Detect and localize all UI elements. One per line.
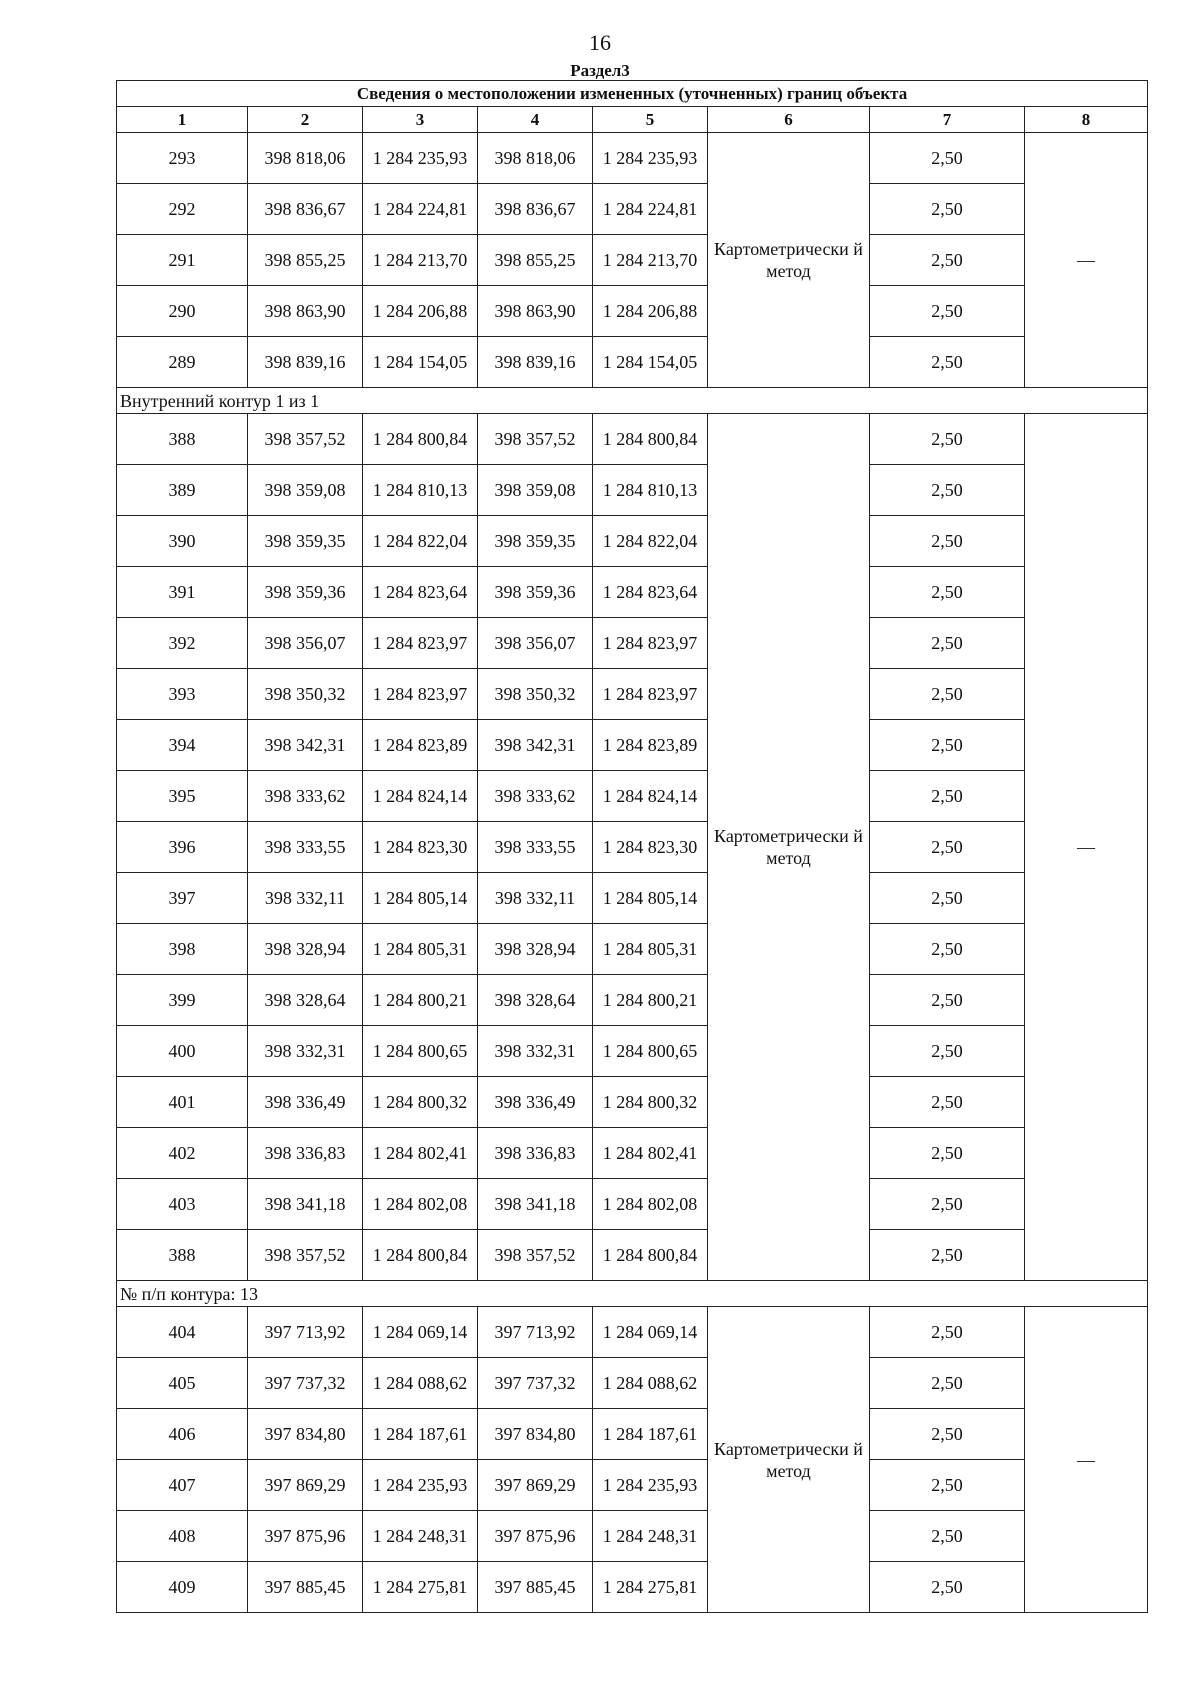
column-header: 4 — [478, 107, 593, 133]
point-number-cell: 400 — [117, 1026, 248, 1077]
x-new-cell: 397 834,80 — [478, 1409, 593, 1460]
x-new-cell: 397 869,29 — [478, 1460, 593, 1511]
y-old-cell: 1 284 088,62 — [363, 1358, 478, 1409]
y-new-cell: 1 284 823,64 — [593, 567, 708, 618]
y-new-cell: 1 284 213,70 — [593, 235, 708, 286]
y-old-cell: 1 284 823,64 — [363, 567, 478, 618]
y-old-cell: 1 284 822,04 — [363, 516, 478, 567]
y-new-cell: 1 284 802,41 — [593, 1128, 708, 1179]
y-new-cell: 1 284 823,30 — [593, 822, 708, 873]
precision-cell: 2,50 — [870, 1026, 1025, 1077]
precision-cell: 2,50 — [870, 465, 1025, 516]
point-number-cell: 290 — [117, 286, 248, 337]
table-row — [117, 1562, 1148, 1613]
x-old-cell: 397 869,29 — [248, 1460, 363, 1511]
point-number-cell: 388 — [117, 1230, 248, 1281]
table-row — [117, 337, 1148, 388]
point-number-cell: 389 — [117, 465, 248, 516]
contour-label-row — [117, 1281, 1148, 1307]
precision-cell: 2,50 — [870, 618, 1025, 669]
precision-cell: 2,50 — [870, 1230, 1025, 1281]
x-new-cell: 398 818,06 — [478, 133, 593, 184]
precision-cell: 2,50 — [870, 1358, 1025, 1409]
x-new-cell: 398 336,49 — [478, 1077, 593, 1128]
y-old-cell: 1 284 810,13 — [363, 465, 478, 516]
point-number-cell: 291 — [117, 235, 248, 286]
point-number-cell: 391 — [117, 567, 248, 618]
table-row — [117, 873, 1148, 924]
header-row — [117, 107, 1148, 133]
y-new-cell: 1 284 805,14 — [593, 873, 708, 924]
x-new-cell: 397 737,32 — [478, 1358, 593, 1409]
table-row — [117, 771, 1148, 822]
x-new-cell: 398 357,52 — [478, 1230, 593, 1281]
x-new-cell: 398 333,62 — [478, 771, 593, 822]
table-row — [117, 720, 1148, 771]
precision-cell: 2,50 — [870, 286, 1025, 337]
y-old-cell: 1 284 275,81 — [363, 1562, 478, 1613]
precision-cell: 2,50 — [870, 1409, 1025, 1460]
table-row — [117, 133, 1148, 184]
y-old-cell: 1 284 213,70 — [363, 235, 478, 286]
note-cell: — — [1025, 133, 1148, 388]
table-row — [117, 1077, 1148, 1128]
point-number-cell: 293 — [117, 133, 248, 184]
y-old-cell: 1 284 800,84 — [363, 414, 478, 465]
y-old-cell: 1 284 800,32 — [363, 1077, 478, 1128]
y-new-cell: 1 284 800,84 — [593, 1230, 708, 1281]
y-new-cell: 1 284 088,62 — [593, 1358, 708, 1409]
table-row — [117, 516, 1148, 567]
x-old-cell: 398 863,90 — [248, 286, 363, 337]
contour-label: Внутренний контур 1 из 1 — [117, 388, 1148, 414]
x-new-cell: 398 357,52 — [478, 414, 593, 465]
y-new-cell: 1 284 248,31 — [593, 1511, 708, 1562]
x-old-cell: 398 356,07 — [248, 618, 363, 669]
x-new-cell: 398 332,11 — [478, 873, 593, 924]
column-header: 3 — [363, 107, 478, 133]
table-row — [117, 286, 1148, 337]
x-old-cell: 398 357,52 — [248, 1230, 363, 1281]
table-row — [117, 184, 1148, 235]
x-old-cell: 398 359,35 — [248, 516, 363, 567]
x-old-cell: 397 834,80 — [248, 1409, 363, 1460]
y-old-cell: 1 284 154,05 — [363, 337, 478, 388]
x-old-cell: 398 359,08 — [248, 465, 363, 516]
x-new-cell: 398 341,18 — [478, 1179, 593, 1230]
point-number-cell: 393 — [117, 669, 248, 720]
point-number-cell: 406 — [117, 1409, 248, 1460]
x-old-cell: 398 333,62 — [248, 771, 363, 822]
x-old-cell: 398 350,32 — [248, 669, 363, 720]
column-header: 7 — [870, 107, 1025, 133]
y-new-cell: 1 284 235,93 — [593, 133, 708, 184]
table-row — [117, 1358, 1148, 1409]
column-header: 6 — [708, 107, 870, 133]
y-old-cell: 1 284 235,93 — [363, 133, 478, 184]
method-cell: Картометрически й метод — [708, 414, 870, 1281]
column-header: 2 — [248, 107, 363, 133]
y-old-cell: 1 284 206,88 — [363, 286, 478, 337]
y-old-cell: 1 284 823,97 — [363, 669, 478, 720]
y-new-cell: 1 284 805,31 — [593, 924, 708, 975]
point-number-cell: 407 — [117, 1460, 248, 1511]
x-old-cell: 398 336,83 — [248, 1128, 363, 1179]
y-new-cell: 1 284 069,14 — [593, 1307, 708, 1358]
y-new-cell: 1 284 800,21 — [593, 975, 708, 1026]
y-new-cell: 1 284 154,05 — [593, 337, 708, 388]
x-old-cell: 398 836,67 — [248, 184, 363, 235]
x-old-cell: 398 855,25 — [248, 235, 363, 286]
coordinates-table — [116, 80, 1148, 1613]
table-row — [117, 1230, 1148, 1281]
contour-label-row — [117, 388, 1148, 414]
table-row — [117, 414, 1148, 465]
point-number-cell: 392 — [117, 618, 248, 669]
point-number-cell: 409 — [117, 1562, 248, 1613]
y-new-cell: 1 284 822,04 — [593, 516, 708, 567]
column-header: 1 — [117, 107, 248, 133]
x-old-cell: 397 875,96 — [248, 1511, 363, 1562]
precision-cell: 2,50 — [870, 669, 1025, 720]
y-new-cell: 1 284 800,65 — [593, 1026, 708, 1077]
x-new-cell: 398 359,36 — [478, 567, 593, 618]
x-new-cell: 397 875,96 — [478, 1511, 593, 1562]
y-new-cell: 1 284 187,61 — [593, 1409, 708, 1460]
table-row — [117, 1511, 1148, 1562]
x-old-cell: 398 341,18 — [248, 1179, 363, 1230]
point-number-cell: 388 — [117, 414, 248, 465]
x-new-cell: 398 342,31 — [478, 720, 593, 771]
precision-cell: 2,50 — [870, 1077, 1025, 1128]
x-new-cell: 397 713,92 — [478, 1307, 593, 1358]
y-new-cell: 1 284 800,32 — [593, 1077, 708, 1128]
method-cell: Картометрически й метод — [708, 1307, 870, 1613]
y-old-cell: 1 284 823,30 — [363, 822, 478, 873]
y-old-cell: 1 284 802,08 — [363, 1179, 478, 1230]
y-old-cell: 1 284 802,41 — [363, 1128, 478, 1179]
x-old-cell: 398 333,55 — [248, 822, 363, 873]
point-number-cell: 399 — [117, 975, 248, 1026]
precision-cell: 2,50 — [870, 516, 1025, 567]
contour-label: № п/п контура: 13 — [117, 1281, 1148, 1307]
precision-cell: 2,50 — [870, 1511, 1025, 1562]
y-new-cell: 1 284 800,84 — [593, 414, 708, 465]
precision-cell: 2,50 — [870, 873, 1025, 924]
point-number-cell: 401 — [117, 1077, 248, 1128]
precision-cell: 2,50 — [870, 184, 1025, 235]
table-row — [117, 1026, 1148, 1077]
point-number-cell: 289 — [117, 337, 248, 388]
x-new-cell: 398 855,25 — [478, 235, 593, 286]
point-number-cell: 408 — [117, 1511, 248, 1562]
y-old-cell: 1 284 805,14 — [363, 873, 478, 924]
y-new-cell: 1 284 206,88 — [593, 286, 708, 337]
x-new-cell: 398 350,32 — [478, 669, 593, 720]
y-old-cell: 1 284 823,97 — [363, 618, 478, 669]
x-new-cell: 398 836,67 — [478, 184, 593, 235]
y-new-cell: 1 284 823,97 — [593, 618, 708, 669]
section-title: Раздел3 — [570, 61, 630, 80]
y-old-cell: 1 284 224,81 — [363, 184, 478, 235]
y-old-cell: 1 284 187,61 — [363, 1409, 478, 1460]
y-new-cell: 1 284 802,08 — [593, 1179, 708, 1230]
table-body — [117, 81, 1148, 1613]
y-old-cell: 1 284 805,31 — [363, 924, 478, 975]
table-row — [117, 1460, 1148, 1511]
table-row — [117, 618, 1148, 669]
y-old-cell: 1 284 069,14 — [363, 1307, 478, 1358]
y-old-cell: 1 284 800,84 — [363, 1230, 478, 1281]
method-cell: Картометрически й метод — [708, 133, 870, 388]
x-old-cell: 397 737,32 — [248, 1358, 363, 1409]
precision-cell: 2,50 — [870, 133, 1025, 184]
point-number-cell: 395 — [117, 771, 248, 822]
x-new-cell: 398 328,64 — [478, 975, 593, 1026]
x-new-cell: 398 359,08 — [478, 465, 593, 516]
x-old-cell: 398 839,16 — [248, 337, 363, 388]
table-row — [117, 1307, 1148, 1358]
table-row — [117, 924, 1148, 975]
x-new-cell: 398 336,83 — [478, 1128, 593, 1179]
table-caption: Сведения о местоположении измененных (уточненных) границ объекта — [117, 81, 1148, 107]
y-new-cell: 1 284 224,81 — [593, 184, 708, 235]
table-row — [117, 822, 1148, 873]
table-row — [117, 1128, 1148, 1179]
x-new-cell: 398 332,31 — [478, 1026, 593, 1077]
point-number-cell: 390 — [117, 516, 248, 567]
table-row — [117, 567, 1148, 618]
point-number-cell: 405 — [117, 1358, 248, 1409]
table-row — [117, 669, 1148, 720]
precision-cell: 2,50 — [870, 1460, 1025, 1511]
precision-cell: 2,50 — [870, 1128, 1025, 1179]
caption-row — [117, 81, 1148, 107]
y-old-cell: 1 284 800,21 — [363, 975, 478, 1026]
x-old-cell: 398 336,49 — [248, 1077, 363, 1128]
point-number-cell: 292 — [117, 184, 248, 235]
y-new-cell: 1 284 824,14 — [593, 771, 708, 822]
precision-cell: 2,50 — [870, 720, 1025, 771]
x-new-cell: 398 328,94 — [478, 924, 593, 975]
precision-cell: 2,50 — [870, 235, 1025, 286]
column-header: 5 — [593, 107, 708, 133]
precision-cell: 2,50 — [870, 771, 1025, 822]
table-row — [117, 975, 1148, 1026]
x-old-cell: 397 713,92 — [248, 1307, 363, 1358]
y-old-cell: 1 284 823,89 — [363, 720, 478, 771]
x-new-cell: 398 333,55 — [478, 822, 593, 873]
note-cell: — — [1025, 1307, 1148, 1613]
x-old-cell: 398 332,31 — [248, 1026, 363, 1077]
x-old-cell: 398 818,06 — [248, 133, 363, 184]
y-old-cell: 1 284 824,14 — [363, 771, 478, 822]
x-new-cell: 398 839,16 — [478, 337, 593, 388]
y-old-cell: 1 284 235,93 — [363, 1460, 478, 1511]
x-old-cell: 398 328,64 — [248, 975, 363, 1026]
point-number-cell: 402 — [117, 1128, 248, 1179]
point-number-cell: 403 — [117, 1179, 248, 1230]
x-old-cell: 397 885,45 — [248, 1562, 363, 1613]
y-new-cell: 1 284 275,81 — [593, 1562, 708, 1613]
precision-cell: 2,50 — [870, 1562, 1025, 1613]
precision-cell: 2,50 — [870, 414, 1025, 465]
precision-cell: 2,50 — [870, 337, 1025, 388]
x-new-cell: 397 885,45 — [478, 1562, 593, 1613]
y-new-cell: 1 284 823,89 — [593, 720, 708, 771]
x-old-cell: 398 359,36 — [248, 567, 363, 618]
x-old-cell: 398 342,31 — [248, 720, 363, 771]
note-cell: — — [1025, 414, 1148, 1281]
y-old-cell: 1 284 800,65 — [363, 1026, 478, 1077]
point-number-cell: 397 — [117, 873, 248, 924]
table-row — [117, 1409, 1148, 1460]
precision-cell: 2,50 — [870, 924, 1025, 975]
y-new-cell: 1 284 810,13 — [593, 465, 708, 516]
page-number: 16 — [589, 30, 611, 55]
y-new-cell: 1 284 235,93 — [593, 1460, 708, 1511]
precision-cell: 2,50 — [870, 567, 1025, 618]
table-row — [117, 1179, 1148, 1230]
x-new-cell: 398 356,07 — [478, 618, 593, 669]
precision-cell: 2,50 — [870, 1307, 1025, 1358]
x-new-cell: 398 359,35 — [478, 516, 593, 567]
table-row — [117, 465, 1148, 516]
y-new-cell: 1 284 823,97 — [593, 669, 708, 720]
point-number-cell: 398 — [117, 924, 248, 975]
precision-cell: 2,50 — [870, 822, 1025, 873]
y-old-cell: 1 284 248,31 — [363, 1511, 478, 1562]
precision-cell: 2,50 — [870, 1179, 1025, 1230]
point-number-cell: 394 — [117, 720, 248, 771]
x-old-cell: 398 328,94 — [248, 924, 363, 975]
table-row — [117, 235, 1148, 286]
point-number-cell: 396 — [117, 822, 248, 873]
x-old-cell: 398 332,11 — [248, 873, 363, 924]
x-new-cell: 398 863,90 — [478, 286, 593, 337]
precision-cell: 2,50 — [870, 975, 1025, 1026]
column-header: 8 — [1025, 107, 1148, 133]
point-number-cell: 404 — [117, 1307, 248, 1358]
x-old-cell: 398 357,52 — [248, 414, 363, 465]
